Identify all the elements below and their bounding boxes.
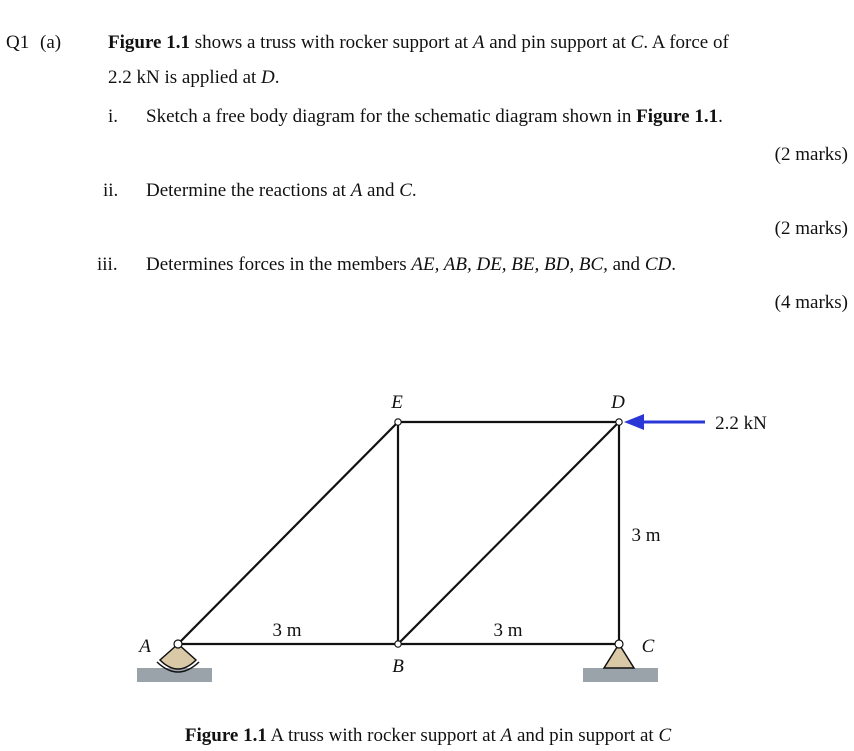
question-number: Q1 xyxy=(6,32,30,53)
label-E: E xyxy=(391,392,403,413)
item-numeral-ii: ii. xyxy=(103,180,119,201)
intro-line-2: 2.2 kN is applied at D. xyxy=(108,67,280,88)
ground-right xyxy=(583,668,658,682)
joint-B xyxy=(395,641,401,647)
marks-i: (2 marks) xyxy=(774,144,848,165)
label-D: D xyxy=(611,392,625,413)
marks-iii: (4 marks) xyxy=(774,292,848,313)
force-arrow xyxy=(624,414,705,430)
label-A: A xyxy=(139,636,151,657)
member-BD xyxy=(398,422,619,644)
force-label: 2.2 kN xyxy=(715,413,767,434)
label-B: B xyxy=(392,656,404,677)
marks-ii: (2 marks) xyxy=(774,218,848,239)
joint-D xyxy=(616,419,622,425)
dimension-BC: 3 m xyxy=(493,620,523,641)
member-AE xyxy=(178,422,398,644)
label-C: C xyxy=(641,636,655,657)
joint-E xyxy=(395,419,401,425)
dimension-AB: 3 m xyxy=(272,620,302,641)
item-numeral-i: i. xyxy=(108,106,119,127)
figure-ref: Figure 1.1 xyxy=(108,32,190,53)
ground-left xyxy=(137,668,212,682)
item-text-ii: Determine the reactions at A and C. xyxy=(146,180,417,201)
joint-A xyxy=(174,640,182,648)
dimension-CD: 3 m xyxy=(631,525,661,546)
figure-caption: Figure 1.1 A truss with rocker support at A and pin support at C xyxy=(184,725,672,746)
intro-line-1: Figure 1.1 shows a truss with rocker support at A and pin support at C. A force of xyxy=(108,32,729,53)
truss-figure xyxy=(0,360,854,751)
item-numeral-iii: iii. xyxy=(97,254,118,275)
question-part: (a) xyxy=(40,32,62,53)
item-text-iii: Determines forces in the members AE, AB, DE, BE, BD, BC, and CD. xyxy=(146,254,676,275)
joint-C xyxy=(615,640,623,648)
item-text-i: Sketch a free body diagram for the schematic diagram shown in Figure 1.1. xyxy=(146,106,723,127)
truss-members xyxy=(178,422,619,644)
force-arrow-head xyxy=(624,414,644,430)
